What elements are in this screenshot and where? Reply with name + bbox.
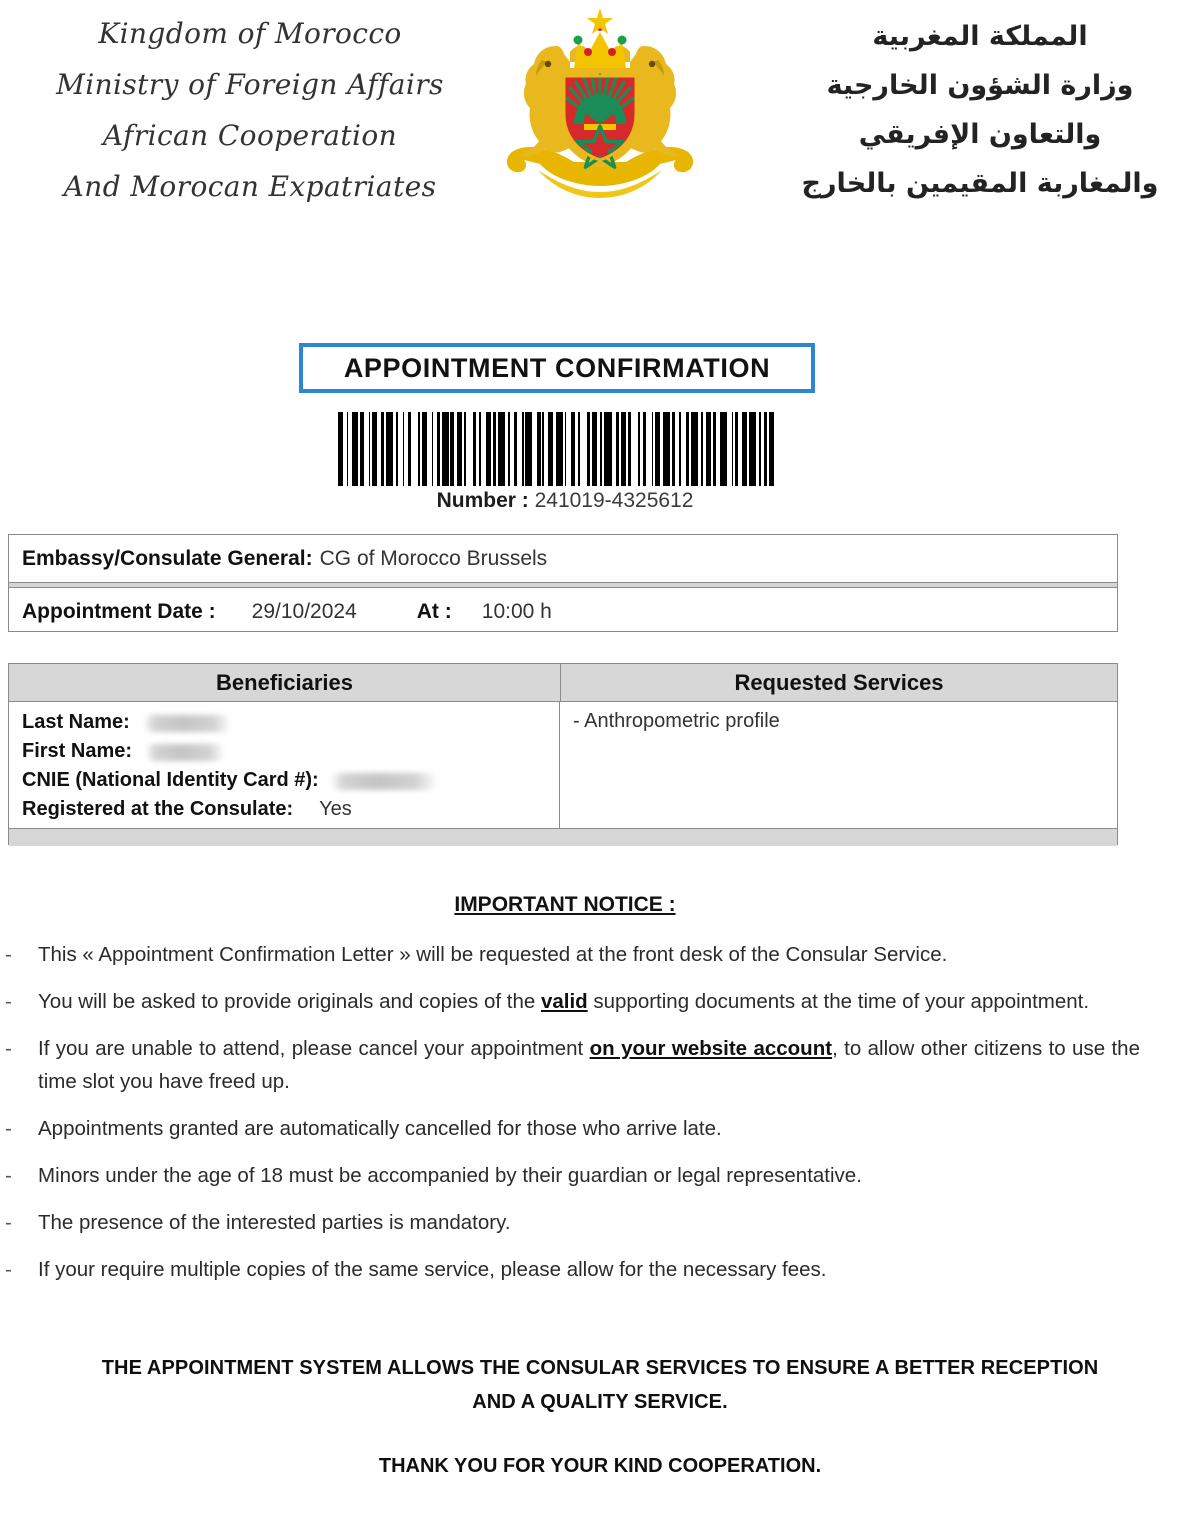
notice-list-item <box>0 1206 1160 1239</box>
barcode-bar <box>352 412 359 486</box>
last-name-redacted-value <box>144 715 230 732</box>
cnie-label: CNIE (National Identity Card #): <box>22 769 319 791</box>
moroccan-coat-of-arms-icon <box>478 2 722 214</box>
important-notice-list <box>0 938 1160 1300</box>
registered-value: Yes <box>319 798 352 820</box>
notice-text: You will be asked to provide originals and copies of the <box>38 990 541 1013</box>
important-notice-heading <box>0 893 1130 917</box>
barcode-number-value: 241019-4325612 <box>534 489 694 512</box>
notice-text: If you are unable to attend, please cancel your appointment <box>38 1037 590 1060</box>
notice-text: Minors under the age of 18 must be accompanied by their guardian or legal representative. <box>38 1164 862 1187</box>
bullet-dash-icon: - <box>5 1037 12 1060</box>
header-english-line-3: African Cooperation <box>102 119 398 152</box>
bullet-dash-icon: - <box>5 990 12 1013</box>
registered-label: Registered at the Consulate: <box>22 798 294 820</box>
notice-text-tail: , to allow other citizens to use the time slot you have freed up. <box>38 1037 1140 1093</box>
bullet-dash-icon: - <box>5 1117 12 1140</box>
bullet-dash-icon: - <box>5 1211 12 1234</box>
appointment-date-label: Appointment Date : <box>22 599 216 623</box>
beneficiary-last-name-row <box>22 708 559 737</box>
embassy-label: Embassy/Consulate General: <box>22 546 313 570</box>
barcode <box>338 412 782 486</box>
header-arabic-line-4: والمغاربة المقيمين بالخارج <box>801 168 1159 199</box>
beneficiary-details-cell <box>9 702 560 828</box>
notice-text: The presence of the interested parties is mandatory. <box>38 1211 511 1234</box>
barcode-bar <box>580 412 587 486</box>
notice-emphasis: valid <box>540 990 588 1013</box>
document-footer <box>0 1351 1200 1478</box>
beneficiaries-column-header: Beneficiaries <box>216 669 353 695</box>
barcode-bar <box>631 412 638 486</box>
notice-list-item <box>0 1112 1160 1145</box>
table-row-embassy <box>9 535 1117 582</box>
header-english-line-1: Kingdom of Morocco <box>98 17 402 50</box>
requested-service-item: - Anthropometric profile <box>573 710 780 732</box>
barcode-bar <box>442 412 449 486</box>
barcode-bar <box>720 412 727 486</box>
notice-list-item <box>0 938 1160 971</box>
beneficiary-first-name-row <box>22 737 559 766</box>
barcode-bar <box>498 412 505 486</box>
barcode-bar <box>466 412 473 486</box>
header-english-block <box>40 8 460 212</box>
page-title: APPOINTMENT CONFIRMATION <box>343 352 771 383</box>
barcode-number-label: Number : <box>436 489 535 512</box>
header-arabic-line-1: المملكة المغربية <box>872 21 1088 52</box>
barcode-bar <box>411 412 418 486</box>
notice-list-item <box>0 985 1160 1018</box>
cnie-redacted-value <box>331 773 436 790</box>
notice-text: If your require multiple copies of the same service, please allow for the necessary fees. <box>38 1258 827 1281</box>
header-english-line-2: Ministry of Foreign Affairs <box>56 68 444 101</box>
barcode-bar <box>386 412 393 486</box>
bullet-dash-icon: - <box>5 1164 12 1187</box>
first-name-label: First Name: <box>22 740 133 762</box>
header-english-line-4: And Morocan Expatriates <box>63 170 437 203</box>
header-arabic-block <box>780 12 1180 208</box>
barcode-bar <box>663 412 670 486</box>
appointment-time-value: 10:00 h <box>481 599 552 623</box>
beneficiaries-table-header <box>9 664 1117 702</box>
embassy-value: CG of Morocco Brussels <box>319 546 548 570</box>
important-notice-heading-text: IMPORTANT NOTICE : <box>454 893 676 916</box>
barcode-bar <box>749 412 756 486</box>
barcode-bar <box>774 412 781 486</box>
header-arabic-line-2: وزارة الشؤون الخارجية <box>826 70 1134 101</box>
bullet-dash-icon: - <box>5 1258 12 1281</box>
document-header <box>0 0 1200 222</box>
page-title-box <box>299 343 815 393</box>
beneficiaries-table <box>8 663 1118 845</box>
table-row-appointment-datetime <box>9 588 1117 635</box>
bullet-dash-icon: - <box>5 943 12 966</box>
footer-thanks-line: THANK YOU FOR YOUR KIND COOPERATION. <box>378 1455 822 1477</box>
barcode-bar <box>691 412 698 486</box>
beneficiary-cnie-row <box>22 766 559 795</box>
barcode-number <box>0 489 1130 513</box>
last-name-label: Last Name: <box>22 711 130 733</box>
notice-text: This « Appointment Confirmation Letter » will be requested at the front desk of the Consular Service. <box>38 943 948 966</box>
barcode-bar <box>556 412 563 486</box>
notice-text-tail: supporting documents at the time of your appointment. <box>587 990 1090 1013</box>
first-name-redacted-value <box>146 744 224 761</box>
services-column-header-cell <box>561 664 1117 701</box>
requested-services-cell <box>560 702 1117 828</box>
beneficiaries-table-footer-band <box>9 828 1117 846</box>
notice-emphasis: on your website account <box>589 1037 833 1060</box>
beneficiaries-table-body <box>9 702 1117 828</box>
appointment-info-table <box>8 534 1118 632</box>
notice-list-item <box>0 1159 1160 1192</box>
appointment-date-value: 29/10/2024 <box>251 599 357 623</box>
barcode-bar <box>525 412 532 486</box>
notice-text: Appointments granted are automatically cancelled for those who arrive late. <box>38 1117 722 1140</box>
footer-line-1: THE APPOINTMENT SYSTEM ALLOWS THE CONSULAR SERVICES TO ENSURE A BETTER RECEPTION <box>101 1357 1099 1379</box>
header-arabic-line-3: والتعاون الإفريقي <box>858 119 1102 150</box>
barcode-bar <box>604 412 613 486</box>
beneficiary-registered-row <box>22 795 559 824</box>
beneficiaries-column-header-cell <box>9 664 561 701</box>
footer-line-2: AND A QUALITY SERVICE. <box>472 1391 728 1413</box>
appointment-time-label: At : <box>416 599 452 623</box>
notice-list-item <box>0 1253 1160 1286</box>
notice-list-item <box>0 1032 1160 1098</box>
services-column-header: Requested Services <box>734 669 944 695</box>
